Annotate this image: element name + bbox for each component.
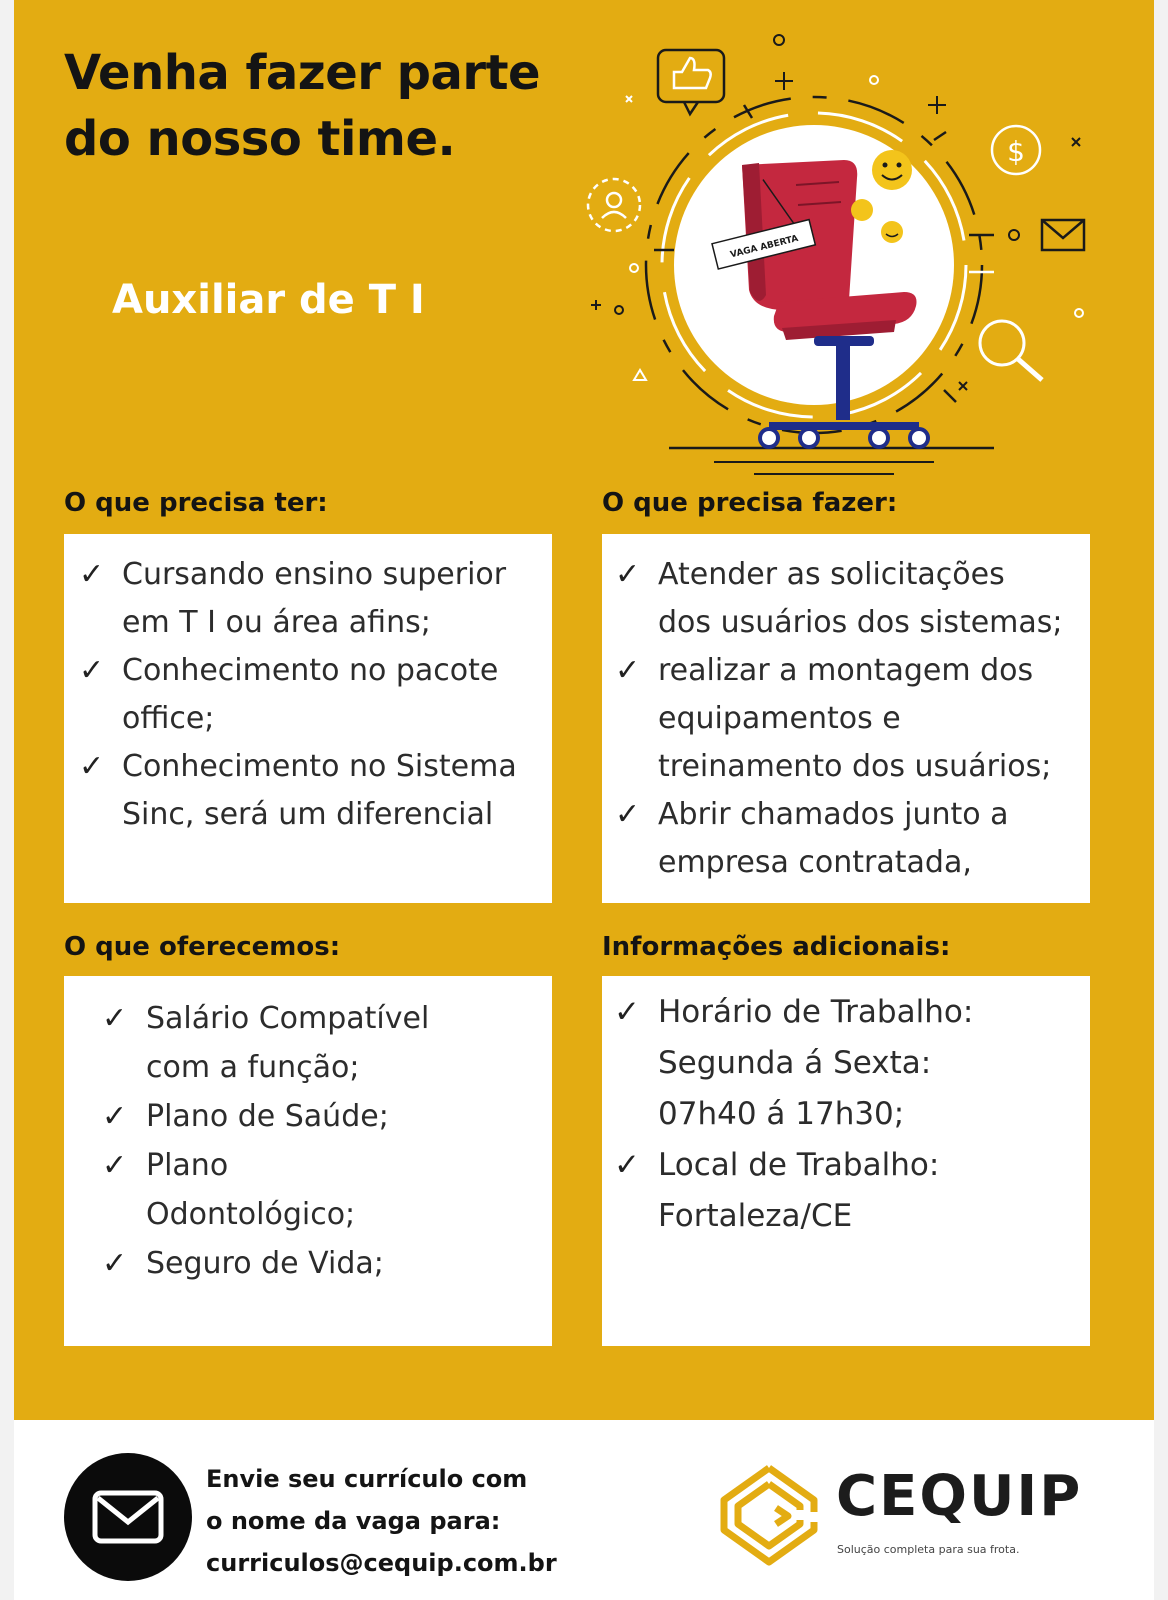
list-item-text: Conhecimento no Sistema xyxy=(122,749,517,784)
list-item-text: Fortaleza/CE xyxy=(658,1198,853,1234)
check-icon: ✓ xyxy=(102,1148,128,1183)
check-icon: ✓ xyxy=(102,1001,128,1036)
list-item xyxy=(615,743,1063,791)
headline-line-1: Venha fazer parte xyxy=(64,45,541,101)
headline-line-2: do nosso time. xyxy=(64,111,456,167)
responsibilities-list xyxy=(615,551,1063,887)
user-icon xyxy=(588,179,640,231)
email-icon xyxy=(1042,220,1084,250)
list-item xyxy=(615,839,1063,887)
list-item-text: Salário Compatível xyxy=(146,1001,430,1036)
list-item xyxy=(79,743,517,791)
requirements-list xyxy=(79,551,517,839)
list-item-text: Sinc, será um diferencial xyxy=(122,797,494,832)
list-item xyxy=(102,1239,429,1288)
vacancy-tag-text: VAGA ABERTA xyxy=(729,233,800,261)
list-item-text: Seguro de Vida; xyxy=(146,1246,384,1281)
list-item-text: Conhecimento no pacote xyxy=(122,653,499,688)
list-item-text: Plano de Saúde; xyxy=(146,1099,389,1134)
list-item xyxy=(102,1092,429,1141)
check-icon: ✓ xyxy=(614,994,640,1030)
check-icon: ✓ xyxy=(102,1246,128,1281)
list-item-text: com a função; xyxy=(146,1050,360,1085)
list-item-text: office; xyxy=(122,701,215,736)
list-item xyxy=(79,599,517,647)
list-item xyxy=(102,1141,429,1190)
list-item-text: Cursando ensino superior xyxy=(122,557,507,592)
cequip-logo-icon xyxy=(714,1460,824,1570)
list-item xyxy=(79,551,517,599)
job-title: Auxiliar de T I xyxy=(112,277,425,323)
check-icon: ✓ xyxy=(102,1099,128,1134)
list-item xyxy=(614,1140,973,1191)
magnifier-icon xyxy=(980,321,1042,380)
check-icon: ✓ xyxy=(615,797,641,832)
list-item xyxy=(615,551,1063,599)
contact-cta xyxy=(206,1458,557,1584)
list-item xyxy=(79,791,517,839)
list-item-text: Abrir chamados junto a xyxy=(658,797,1009,832)
list-item-text: equipamentos e xyxy=(658,701,901,736)
list-item-text: Plano xyxy=(146,1148,229,1183)
contact-email-link[interactable]: curriculos@cequip.com.br xyxy=(206,1549,557,1577)
additional-info-list xyxy=(614,987,973,1242)
list-item xyxy=(614,1089,973,1140)
section-title-benefits: O que oferecemos: xyxy=(64,932,341,962)
benefits-list xyxy=(102,994,429,1288)
check-icon: ✓ xyxy=(614,1147,640,1183)
check-icon: ✓ xyxy=(615,653,641,688)
thumbs-up-icon xyxy=(658,50,724,114)
list-item-text: em T I ou área afins; xyxy=(122,605,431,640)
vacant-chair-illustration xyxy=(574,10,1114,480)
list-item xyxy=(102,994,429,1043)
list-item-text: Horário de Trabalho: xyxy=(658,994,974,1030)
job-poster xyxy=(14,0,1154,1600)
section-title-additional-info: Informações adicionais: xyxy=(602,932,951,962)
list-item-text: dos usuários dos sistemas; xyxy=(658,605,1063,640)
company-logo-text: CEQUIP xyxy=(836,1464,1083,1529)
list-item-text: Local de Trabalho: xyxy=(658,1147,940,1183)
list-item xyxy=(102,1190,429,1239)
list-item xyxy=(102,1043,429,1092)
list-item-text: empresa contratada, xyxy=(658,845,972,880)
list-item xyxy=(614,1038,973,1089)
check-icon: ✓ xyxy=(79,557,105,592)
list-item-text: treinamento dos usuários; xyxy=(658,749,1052,784)
svg-text:$: $ xyxy=(1007,135,1025,168)
list-item xyxy=(614,987,973,1038)
list-item xyxy=(615,695,1063,743)
dollar-icon xyxy=(992,126,1040,174)
list-item xyxy=(615,599,1063,647)
list-item-text: realizar a montagem dos xyxy=(658,653,1034,688)
list-item xyxy=(615,791,1063,839)
list-item xyxy=(79,647,517,695)
list-item xyxy=(615,647,1063,695)
section-title-requirements: O que precisa ter: xyxy=(64,488,328,518)
check-icon: ✓ xyxy=(615,557,641,592)
list-item xyxy=(614,1191,973,1242)
list-item xyxy=(79,695,517,743)
list-item-text: Atender as solicitações xyxy=(658,557,1005,592)
additional-info-box xyxy=(602,976,1090,1346)
list-item-text: Segunda á Sexta: xyxy=(658,1045,932,1081)
cta-line-2: o nome da vaga para: xyxy=(206,1507,501,1535)
company-tagline: Solução completa para sua frota. xyxy=(837,1543,1020,1556)
section-title-responsibilities: O que precisa fazer: xyxy=(602,488,898,518)
footer xyxy=(14,1420,1154,1600)
list-item-text: 07h40 á 17h30; xyxy=(658,1096,905,1132)
envelope-icon xyxy=(64,1453,192,1581)
check-icon: ✓ xyxy=(79,653,105,688)
cta-line-1: Envie seu currículo com xyxy=(206,1465,528,1493)
requirements-box xyxy=(64,534,552,903)
benefits-box xyxy=(64,976,552,1346)
check-icon: ✓ xyxy=(79,749,105,784)
responsibilities-box xyxy=(602,534,1090,903)
list-item-text: Odontológico; xyxy=(146,1197,356,1232)
headline xyxy=(64,40,540,172)
